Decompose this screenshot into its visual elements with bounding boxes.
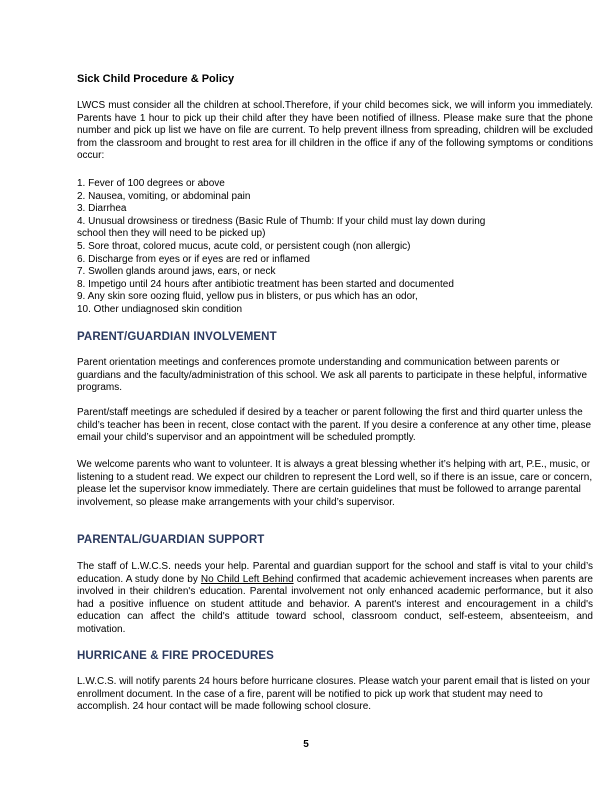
- symptom-item: 1. Fever of 100 degrees or above: [77, 178, 225, 189]
- support-text-start: The staff of L.W.C.S. needs your help. Parental and guardian support for the school and staff is vital to your child’s education. A study done by: [77, 561, 593, 585]
- symptom-item-continuation: school then they will need to be picked up): [77, 228, 266, 240]
- support-paragraph: [77, 561, 593, 637]
- involvement-paragraph-1: Parent orientation meetings and conferences promote understanding and communication between parents or guardians and the faculty/administration of this school. We ask all parents to participate in these helpful, informative programs.: [77, 357, 588, 394]
- symptom-item: 10. Other undiagnosed skin condition: [77, 303, 243, 315]
- involvement-paragraph-2: Parent/staff meetings are scheduled if desired by a teacher or parent following the first and third quarter unless the child’s teacher has been in recent, close contact with the parent. If you desire a conference at any other time, please email your child’s supervisor and an appointment will be scheduled promptly.: [77, 407, 592, 444]
- symptom-list: [77, 178, 593, 317]
- symptom-item: 3. Diarrhea: [77, 203, 127, 215]
- page-number: 5: [303, 739, 309, 750]
- symptom-item: 7. Swollen glands around jaws, ears, or neck: [77, 266, 276, 278]
- symptom-item: 4. Unusual drowsiness or tiredness (Basic Rule of Thumb: If your child must lay down during: [77, 215, 486, 227]
- involvement-paragraph-3: We welcome parents who want to volunteer. It is always a great blessing whether it’s helping with art, P.E., music, or listening to a student read. We expect our children to represent the Lord well, so if there is an issue, care or concern, please let the supervisor know immediately. There are certain guidelines that must be followed to arrange parental involvement, so please make arrangements with your child’s supervisor.: [77, 459, 593, 508]
- symptom-item: 9. Any skin sore oozing fluid, yellow pus in blisters, or pus which has an odor,: [77, 291, 418, 303]
- support-text-end: confirmed that academic achievement increases when parents are involved in their children's education. Parental involvement not only enhanced academic performance, but it also had a positive influence on student attitude and behavior. A parent's interest and encouragement in a child's education can affect the child's attitude toward school, classroom conduct, self-esteem, absenteeism, and motivation.: [77, 573, 593, 635]
- sick-policy-heading: Sick Child Procedure & Policy: [77, 73, 235, 85]
- symptom-item: 2. Nausea, vomiting, or abdominal pain: [77, 190, 251, 202]
- sick-policy-intro: LWCS must consider all the children at school.Therefore, if your child becomes sick, we will inform you immediately. Parents have 1 hour to pick up their child after they have been notified of illness. Please make sure that the phone number and pick up list we have on file are current. To help prevent illness from spreading, children will be excluded from the classroom and brought to rest area for ill children in the office if any of the following symptoms or conditions occur:: [77, 100, 593, 162]
- symptom-item: 8. Impetigo until 24 hours after antibiotic treatment has been started and documented: [77, 278, 454, 290]
- support-heading: PARENTAL/GUARDIAN SUPPORT: [77, 534, 265, 546]
- symptom-item: 6. Discharge from eyes or if eyes are red or inflamed: [77, 253, 310, 265]
- symptom-item: 5. Sore throat, colored mucus, acute cold, or persistent cough (non allergic): [77, 240, 411, 252]
- hurricane-paragraph: L.W.C.S. will notify parents 24 hours before hurricane closures. Please watch your parent email that is listed on your enrollment document. In the case of a fire, parent will be notified to pick up work that student may need to accomplish. 24 hour contact will be made following school closure.: [77, 676, 591, 713]
- no-child-left-behind-reference: No Child Left Behind: [200, 573, 294, 585]
- hurricane-heading: HURRICANE & FIRE PROCEDURES: [77, 650, 274, 662]
- involvement-heading: PARENT/GUARDIAN INVOLVEMENT: [77, 331, 277, 343]
